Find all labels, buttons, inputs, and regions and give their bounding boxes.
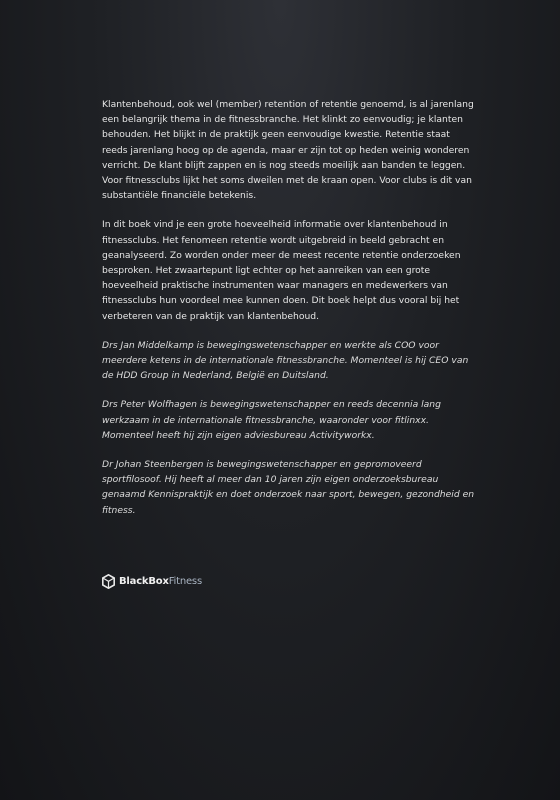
publisher-logo-name-light: Fitness — [168, 576, 202, 587]
intro-paragraph-1-text: Klantenbehoud, ook wel (member) retention of retentie genoemd, is al jarenlang een belangrijk thema in de fitnessbranche. Het klinkt zo eenvoudig; je klanten behouden. Het blijkt in de praktijk geen eenvoudige kwestie. Retentie staat reeds jarenlang hoog op de agenda, maar er zijn tot op heden weinig wonderen verricht. De klant blijft zappen en is nog steeds moeilijk aan banden te leggen. Voor fitnessclubs lijkt het soms dweilen met de kraan open. Voor clubs is dit van substantiële financiële betekenis. — [102, 99, 474, 202]
author-bio-steenbergen — [102, 457, 476, 518]
publisher-logo — [102, 574, 202, 589]
publisher-logo-name — [119, 576, 202, 587]
intro-paragraph-1 — [102, 97, 476, 203]
author-bio-wolfhagen — [102, 397, 476, 443]
author-bio-wolfhagen-text: Drs Peter Wolfhagen is bewegingswetenschapper en reeds decennia lang werkzaam in de internationale fitnessbranche, waaronder voor fitlinxx. Momenteel heeft hij zijn eigen adviesbureau Activityworkx. — [102, 399, 441, 441]
author-bio-steenbergen-text: Dr Johan Steenbergen is bewegingswetenschapper en gepromoveerd sportfilosoof. Hij heeft al meer dan 10 jaren zijn eigen onderzoeksbureau genaamd Kennispraktijk en doet onderzoek naar sport, bewegen, gezondheid en fitness. — [102, 459, 475, 516]
cover-text — [102, 97, 476, 518]
intro-paragraph-2-text: In dit boek vind je een grote hoeveelheid informatie over klantenbehoud in fitnessclubs. Het fenomeen retentie wordt uitgebreid in beeld gebracht en geanalyseerd. Zo worden onder meer de meest recente retentie onderzoeken besproken. Het zwaartepunt ligt echter op het aanreiken van een grote hoeveelheid praktische instrumenten waar managers en medewerkers van fitnessclubs hun voordeel mee kunnen doen. Dit boek helpt dus vooral bij het verbeteren van de praktijk van klantenbehoud. — [102, 219, 461, 322]
author-bio-middelkamp — [102, 338, 476, 384]
publisher-logo-name-bold: BlackBox — [119, 576, 169, 587]
author-bio-middelkamp-text: Drs Jan Middelkamp is bewegingswetenschapper en werkte als COO voor meerdere ketens in de internationale fitnessbranche. Momenteel is hij CEO van de HDD Group in Nederland, België en Duitsland. — [102, 339, 469, 382]
hexagon-box-icon — [102, 574, 115, 589]
intro-paragraph-2 — [102, 217, 476, 323]
